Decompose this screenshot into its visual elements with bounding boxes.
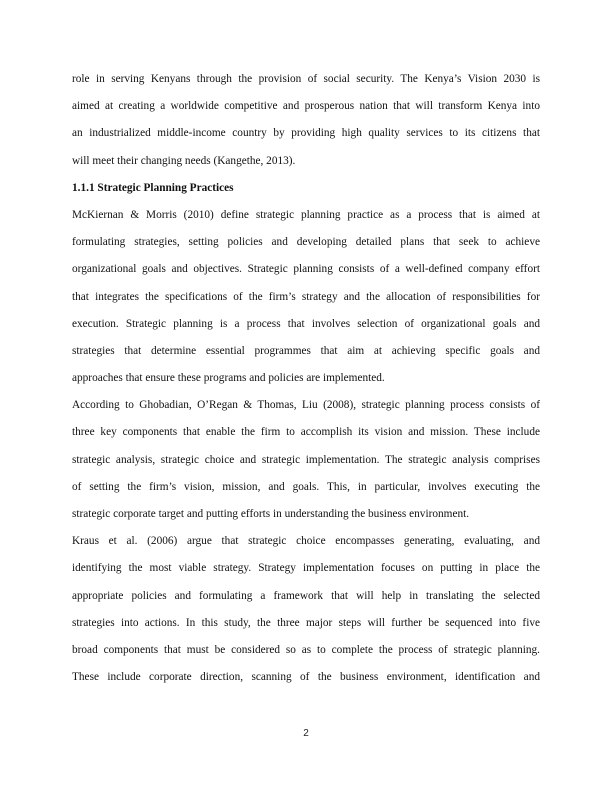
text-line: organizational goals and objectives. Strategic planning consists of a well-defined company effort xyxy=(72,263,540,276)
paragraph-definition xyxy=(72,202,540,392)
text-line: execution. Strategic planning is a process that involves selection of organizational goals and xyxy=(72,317,540,330)
text-line: McKiernan & Morris (2010) define strategic planning practice as a process that is aimed at xyxy=(72,208,540,221)
text-line: These include corporate direction, scanning of the business environment, identification and xyxy=(72,671,540,684)
text-line: formulating strategies, setting policies and developing detailed plans that seek to achieve xyxy=(72,236,540,249)
text-line: Kraus et al. (2006) argue that strategic choice encompasses generating, evaluating, and xyxy=(72,535,540,548)
section-heading: 1.1.1 Strategic Planning Practices xyxy=(72,181,234,194)
text-line: strategies into actions. In this study, the three major steps will further be sequenced into five xyxy=(72,616,540,629)
text-line: strategic analysis, strategic choice and strategic implementation. The strategic analysis comprises xyxy=(72,453,540,466)
text-line: approaches that ensure these programs and policies are implemented. xyxy=(72,372,385,385)
text-line: three key components that enable the firm to accomplish its vision and mission. These include xyxy=(72,426,540,439)
text-line: strategic corporate target and putting efforts in understanding the business environment. xyxy=(72,508,470,520)
paragraph-strategic-choice xyxy=(72,528,540,691)
paragraph-intro xyxy=(72,66,540,175)
text-line: According to Ghobadian, O’Regan & Thomas, Liu (2008), strategic planning process consists of xyxy=(72,399,540,412)
text-line: of setting the firm’s vision, mission, and goals. This, in particular, involves executing the xyxy=(72,480,540,493)
text-line: that integrates the specifications of the firm’s strategy and the allocation of responsibilities for xyxy=(72,290,540,303)
text-line: appropriate policies and formulating a framework that will help in translating the selected xyxy=(72,589,540,602)
page-number: 2 xyxy=(303,728,309,739)
text-line: broad components that must be considered so as to complete the process of strategic planning. xyxy=(72,643,540,656)
text-line: will meet their changing needs (Kangethe, 2013). xyxy=(72,154,296,167)
paragraph-components xyxy=(72,392,540,528)
text-line: strategies that determine essential programmes that aim at achieving specific goals and xyxy=(72,344,540,357)
document-page xyxy=(72,66,540,691)
text-line: role in serving Kenyans through the provision of social security. The Kenya’s Vision 2030 is xyxy=(72,73,540,85)
text-line: aimed at creating a worldwide competitive and prosperous nation that will transform Kenya into xyxy=(72,100,540,113)
text-line: an industrialized middle-income country by providing high quality services to its citizens that xyxy=(72,127,540,140)
text-line: identifying the most viable strategy. Strategy implementation focuses on putting in place the xyxy=(72,562,540,575)
